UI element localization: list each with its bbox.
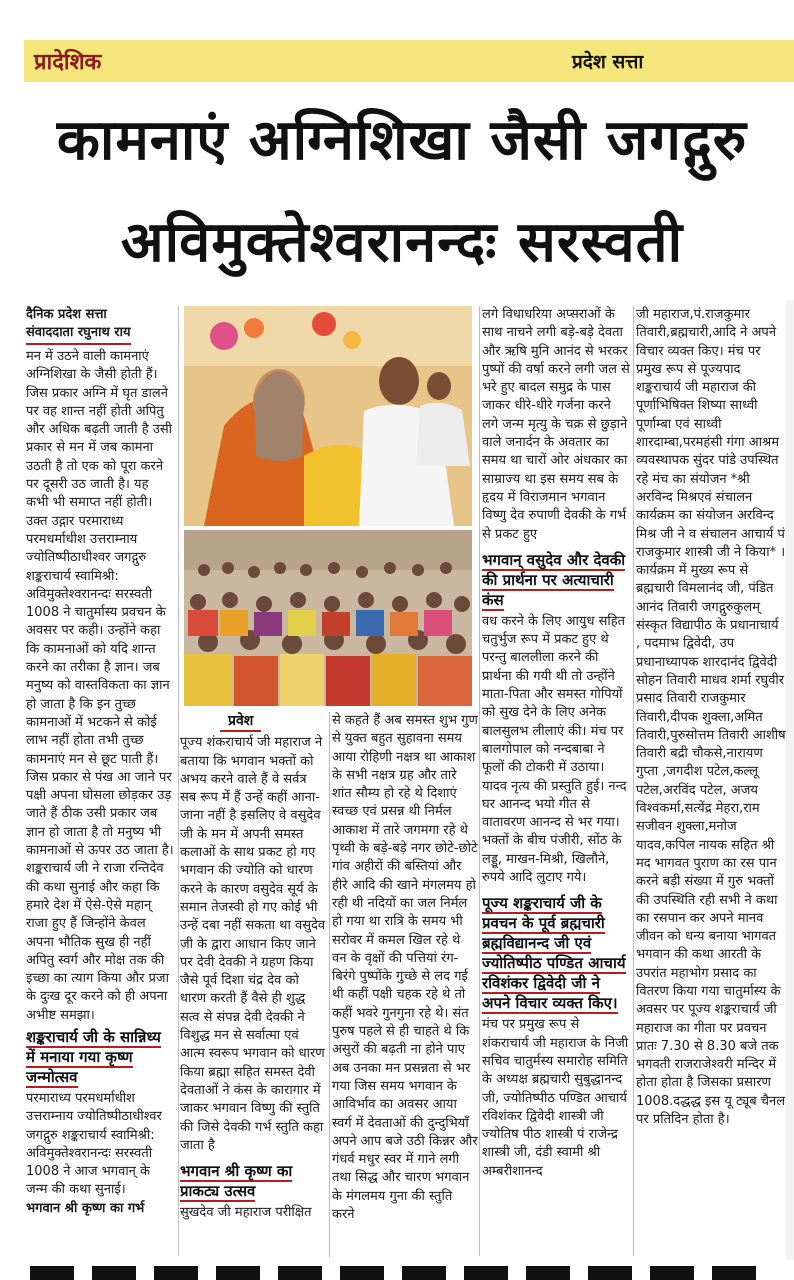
column-rule xyxy=(479,306,480,1256)
subheading-janmotsav: शङ्कराचार्य जी के सान्निध्य में मनाया गया कृष्ण जन्मोत्सव xyxy=(26,1027,161,1086)
subheading-prakatya: भगवान श्री कृष्ण का प्राकट्य उत्सव xyxy=(180,1162,293,1201)
column-4-text: लगे विधाधरिया अप्सराओं के साथ नाचने लगी बड़े-बड़े देवता और ऋषि मुनि आनंद से भरकर पुष्पों की वर्षा करने लगी जल से भरे हुए बादल समुद्र के पास जाकर धीरे-धीरे गर्जना करने लगे जन्म मृत्यु के चक्र से छुड़ाने वाले जनार्दन के अवतार का समय था चारों ओर अंधकार का साम्राज्य था इस समय सब के हृदय में विराजमान भगवान विष्णु देव रुपाणी देवकी के गर्भ से प्रकट हुए xyxy=(482,307,630,542)
column-4-text-3: मंच पर प्रमुख रूप से शंकराचार्य जी महाराज के निजी सचिव चातुर्मस्य समारोह समिति के अध्यक्ष ब्रह्मचारी सुबुद्धानन्द जी, ज्योतिष्पीठ पण्डित आचार्य रविशंकर द्विवेदी शास्त्री जी ज्योतिष पीठ शास्त्री पं राजेन्द्र शास्त्री जी, दंडी स्वामी श्री अम्बरीशानन्द xyxy=(482,1017,629,1179)
page-edge-shadow xyxy=(786,300,794,1260)
column-3-text: से कहते हैं अब समस्त शुभ गुण से युक्त बहुत सुहावना समय आया रोहिणी नक्षत्र था आकाश के सभी नक्षत्र ग्रह और तारे शांत सौम्य हो रहे थे दिशाएं स्वच्छ एवं प्रसन्न थी निर्मल आकाश में तारे जगमगा रहे थे पृथ्वी के बड़े-बड़े नगर छोटे-छोटे गांव अहीरों की बस्तियां और हीरे आदि की खाने मंगलमय हो रही थी नदियों का जल निर्मल हो गया था रात्रि के समय भी सरोवर में कमल खिल रहे थे वन के वृक्षों की पत्तियां रंग-बिरंगे पुष्पोंके गुच्छे से लद गई थी कहीं पक्षी चहक रहे थे तो कहीं भवरे गुनगुना रहे थे। संत पुरुष पहले से ही चाहते थे कि असुरों की बढ़ती ना होने पाए अब उनका मन प्रसन्नता से भर गया जिस समय भगवान के आविर्भाव का अवसर आया स्वर्ग में देवताओं की दुन्दुभियाँ अपने आप बजे उठी किन्नर और गंधर्व मधुर स्वर में गाने लगी तथा सिद्ध और चारण भगवान के मंगलमय गुना की स्तुति करने xyxy=(332,713,478,1223)
section-label-left: प्रादेशिक xyxy=(34,50,102,75)
column-1-text: मन में उठने वाली कामनाएं अग्निशिखा के जैसी होती हैं। जिस प्रकार अग्नि में घृत डालने पर वह शान्त नहीं होती अपितु और अधिक बढ़ती जाती है उसी प्रकार से मन में जब कामना उठती है तो एक को पूरा करने पर दूसरी उठ जाती है। यह कभी भी समाप्त नहीं होती। उक्त उद्गार परमाराध्य परमधर्माधीश उत्तराम्नाय ज्योतिष्पीठाधीश्वर जगद्गुरु शङ्कराचार्य स्वामिश्री: अविमुक्तेश्वरानन्दः सरस्वती 1008 ने चातुर्मास्य प्रवचन के अवसर पर कही। उन्होंने कहा कि कामनाओं को यदि शान्त करने का तरीका है ज्ञान। जब मनुष्य को वास्तविकता का ज्ञान हो जाता है कि इन तुच्छ कामनाओं में भटकने से कोई लाभ नहीं होता तभी तुच्छ कामनाएं मन से छूट पाती हैं। जिस प्रकार से पंख आ जाने पर पक्षी अपना घोसला छोड़कर उड़ जाते हैं ठीक उसी प्रकार जब ज्ञान हो जाता है तो मनुष्य भी कामनाओं से ऊपर उठ जाता है। शङ्कराचार्य जी ने राजा रन्तिदेव की कथा सुनाई और कहा कि हमारे देश में ऐसे-ऐसे महान् राजा हुए हैं जिन्होंने केवल अपना भौतिक सुख ही नहीं अपितु स्वर्ग और मोक्ष तक की इच्छा का त्याग किया और प्रजा के दुःख दूर करने को ही अपना अभीष्ट समझा। xyxy=(26,349,174,1023)
section-label-right: प्रदेश सत्ता xyxy=(572,51,644,73)
column-rule xyxy=(178,306,179,1256)
column-5-text: जी महाराज,पं.राजकुमार तिवारी,ब्रह्मचारी,आदि ने अपने विचार व्यक्त किए। मंच पर प्रमुख रूप से पूज्यपाद शङ्कराचार्य जी महाराज की पूर्णाभिषिक्त शिष्या साध्वी पूर्णाम्बा एवं साध्वी शारदाम्बा,परमहंसी गंगा आश्रम व्यवस्थापक सुंदर पांडे उपस्थित रहे मंच का संयोजन *श्री अरविन्द मिश्रएवं संचालन कार्यक्रम का संयोजन अरविन्द मिश्र जी ने व संचालन आचार्य पं राजकुमार शास्त्री जी ने किया* । कार्यक्रम में मुख्य रूप से ब्रह्मचारी विमलानंद जी, पंडित आनंद तिवारी जगद्गुरुकुलम् संस्कृत विद्यापीठ के प्रधानाचार्य , पदमाभ द्विवेदी, उप प्रधानाध्यापक शारदानंद द्विवेदी सोहन तिवारी माधव शर्मा रघुवीर प्रसाद तिवारी राजकुमार तिवारी,दीपक शुक्ला,अमित तिवारी,पुरुसोत्तम तिवारी आशीष तिवारी बद्री चौकसे,नारायण गुप्ता ,जगदीश पटेल,कल्लू पटेल,अरविंद पटेल, अजय विश्वकर्मा,सत्येंद्र मेहरा,राम सजीवन शुक्ला,मनोज यादव,कपिल नायक सहित श्री मद भागवत पुराण का रस पान करने बड़ी संख्या में गुरु भक्तों की उपस्थिति रही सभी ने कथा का रसपान कर अपने मानव जीवन को धन्य बनाया भागवत भगवान की कथा आरती के उपरांत महाभोग प्रसाद का वितरण किया गया चातुर्मास्य के अवसर पर पूज्य शङ्कराचार्य जी महाराज का गीता पर प्रवचन प्रातः 7.30 से 8.30 बजे तक भगवती राजराजेश्वरी मन्दिर में होता होता है जिसका प्रसारण 1008.दद्धद्ध इस यू ट्यूब चैनल पर प्रतिदिन होता है। xyxy=(636,307,786,1128)
headline-line-1: कामनाएं अग्निशिखा जैसी जगद्गुरु xyxy=(56,108,748,173)
byline-paper: दैनिक प्रदेश सत्ता xyxy=(26,307,107,322)
cropped-headline-shape xyxy=(30,1266,770,1280)
column-rule xyxy=(633,306,634,1256)
column-4-text-2: वध करने के लिए आयुध सहित चतुर्भुज रूप में प्रकट हुए थे परन्तु बाललीला करने की प्रार्थना की गयी थी तो उन्होंने माता-पिता और समस्त गोपियों को सुख देने के लिए अनेक बालसुलभ लीलाएं की। मंच पर बालगोपाल को नन्दबाबा ने फूलों की टोकरी में उठाया। यादव नृत्य की प्रस्तुति हुई। नन्द घर आनन्द भयो गीत से वातावरण आनन्द से भर गया। भक्तों के बीच पंजीरी, सोंठ के लड्डू, माखन-मिश्री, खिलौने, रुपये आदि लुटाए गये। xyxy=(482,613,627,886)
saint-with-child-photo xyxy=(184,306,472,526)
section-header-band xyxy=(24,40,794,82)
next-headline-cropped xyxy=(0,1262,794,1280)
article-column-4 xyxy=(482,306,630,1256)
byline-reporter: संवाददाता रघुनाथ राय xyxy=(26,324,131,345)
saint-with-child-photo-illustration xyxy=(184,306,472,526)
subheading-prarthana: भगवान् वसुदेव और देवकी की प्रार्थना पर अत्याचारी कंस xyxy=(482,550,626,609)
subheading-pravachan: पूज्य शङ्कराचार्य जी के प्रवचन के पूर्व ब्रह्मचारी ब्रह्मविद्यानन्द जी एवं ज्योतिष्पीठ पण्डित आचार्य रविशंकर द्विवेदी जी ने अपने विचार व्यक्त किए। xyxy=(482,894,626,1013)
column-2-text: पूज्य शंकराचार्य जी महाराज ने बताया कि भगवान भक्तों को अभय करने वाले हैं वे सर्वत्र सब रूप में हैं उन्हें कहीं आना-जाना नहीं है इसलिए वे वसुदेव जी के मन में अपनी समस्त कलाओं के साथ प्रकट हो गए भगवान की ज्योति को धारण करने के कारण वसुदेव सूर्य के समान तेजस्वी हो गए कोई भी उन्हें दबा नहीं सकता था वसुदेव जी के द्वारा आधान किए जाने पर देवी देवकी ने ग्रहण किया जैसे पूर्व दिशा चंद्र देव को धारण करती हैं वैसे ही शुद्ध सत्व से संपन्न देवी देवकी ने विशुद्ध मन से सर्वात्मा एवं आत्म स्वरूप भगवान को धारण किया ब्रह्मा सहित समस्त देवी देवताओं ने कंस के कारागार में जाकर भगवान विष्णु की स्तुति की जिसे देवकी गर्भ स्तुति कहा जाता है xyxy=(180,735,326,1153)
devotees-crowd-photo xyxy=(184,530,472,706)
article-column-1 xyxy=(26,306,174,1256)
column-rule xyxy=(329,712,330,1257)
article-column-2 xyxy=(180,712,326,1257)
column-1-text-2: परमाराध्य परमधर्माधीश उत्तराम्नाय ज्योतिष्पीठाधीश्वर जगद्गुरु शङ्कराचार्य स्वामिश्री: अविमुक्तेश्वरानन्दः सरस्वती 1008 ने आज भगवान् के जन्म की कथा सुनाई। xyxy=(26,1090,162,1198)
column-2-text-2: सुखदेव जी महाराज परीक्षित xyxy=(180,1205,312,1221)
headline-line-2: अविमुक्तेश्वरानन्दः सरस्वती xyxy=(120,210,684,275)
article-column-5 xyxy=(636,306,786,1256)
column-1-text-3: भगवान श्री कृष्ण का गर्भ xyxy=(26,1200,145,1216)
pravesh-label: प्रवेश xyxy=(220,712,261,732)
article-column-3 xyxy=(332,712,478,1257)
devotees-crowd-photo-illustration xyxy=(184,530,472,706)
